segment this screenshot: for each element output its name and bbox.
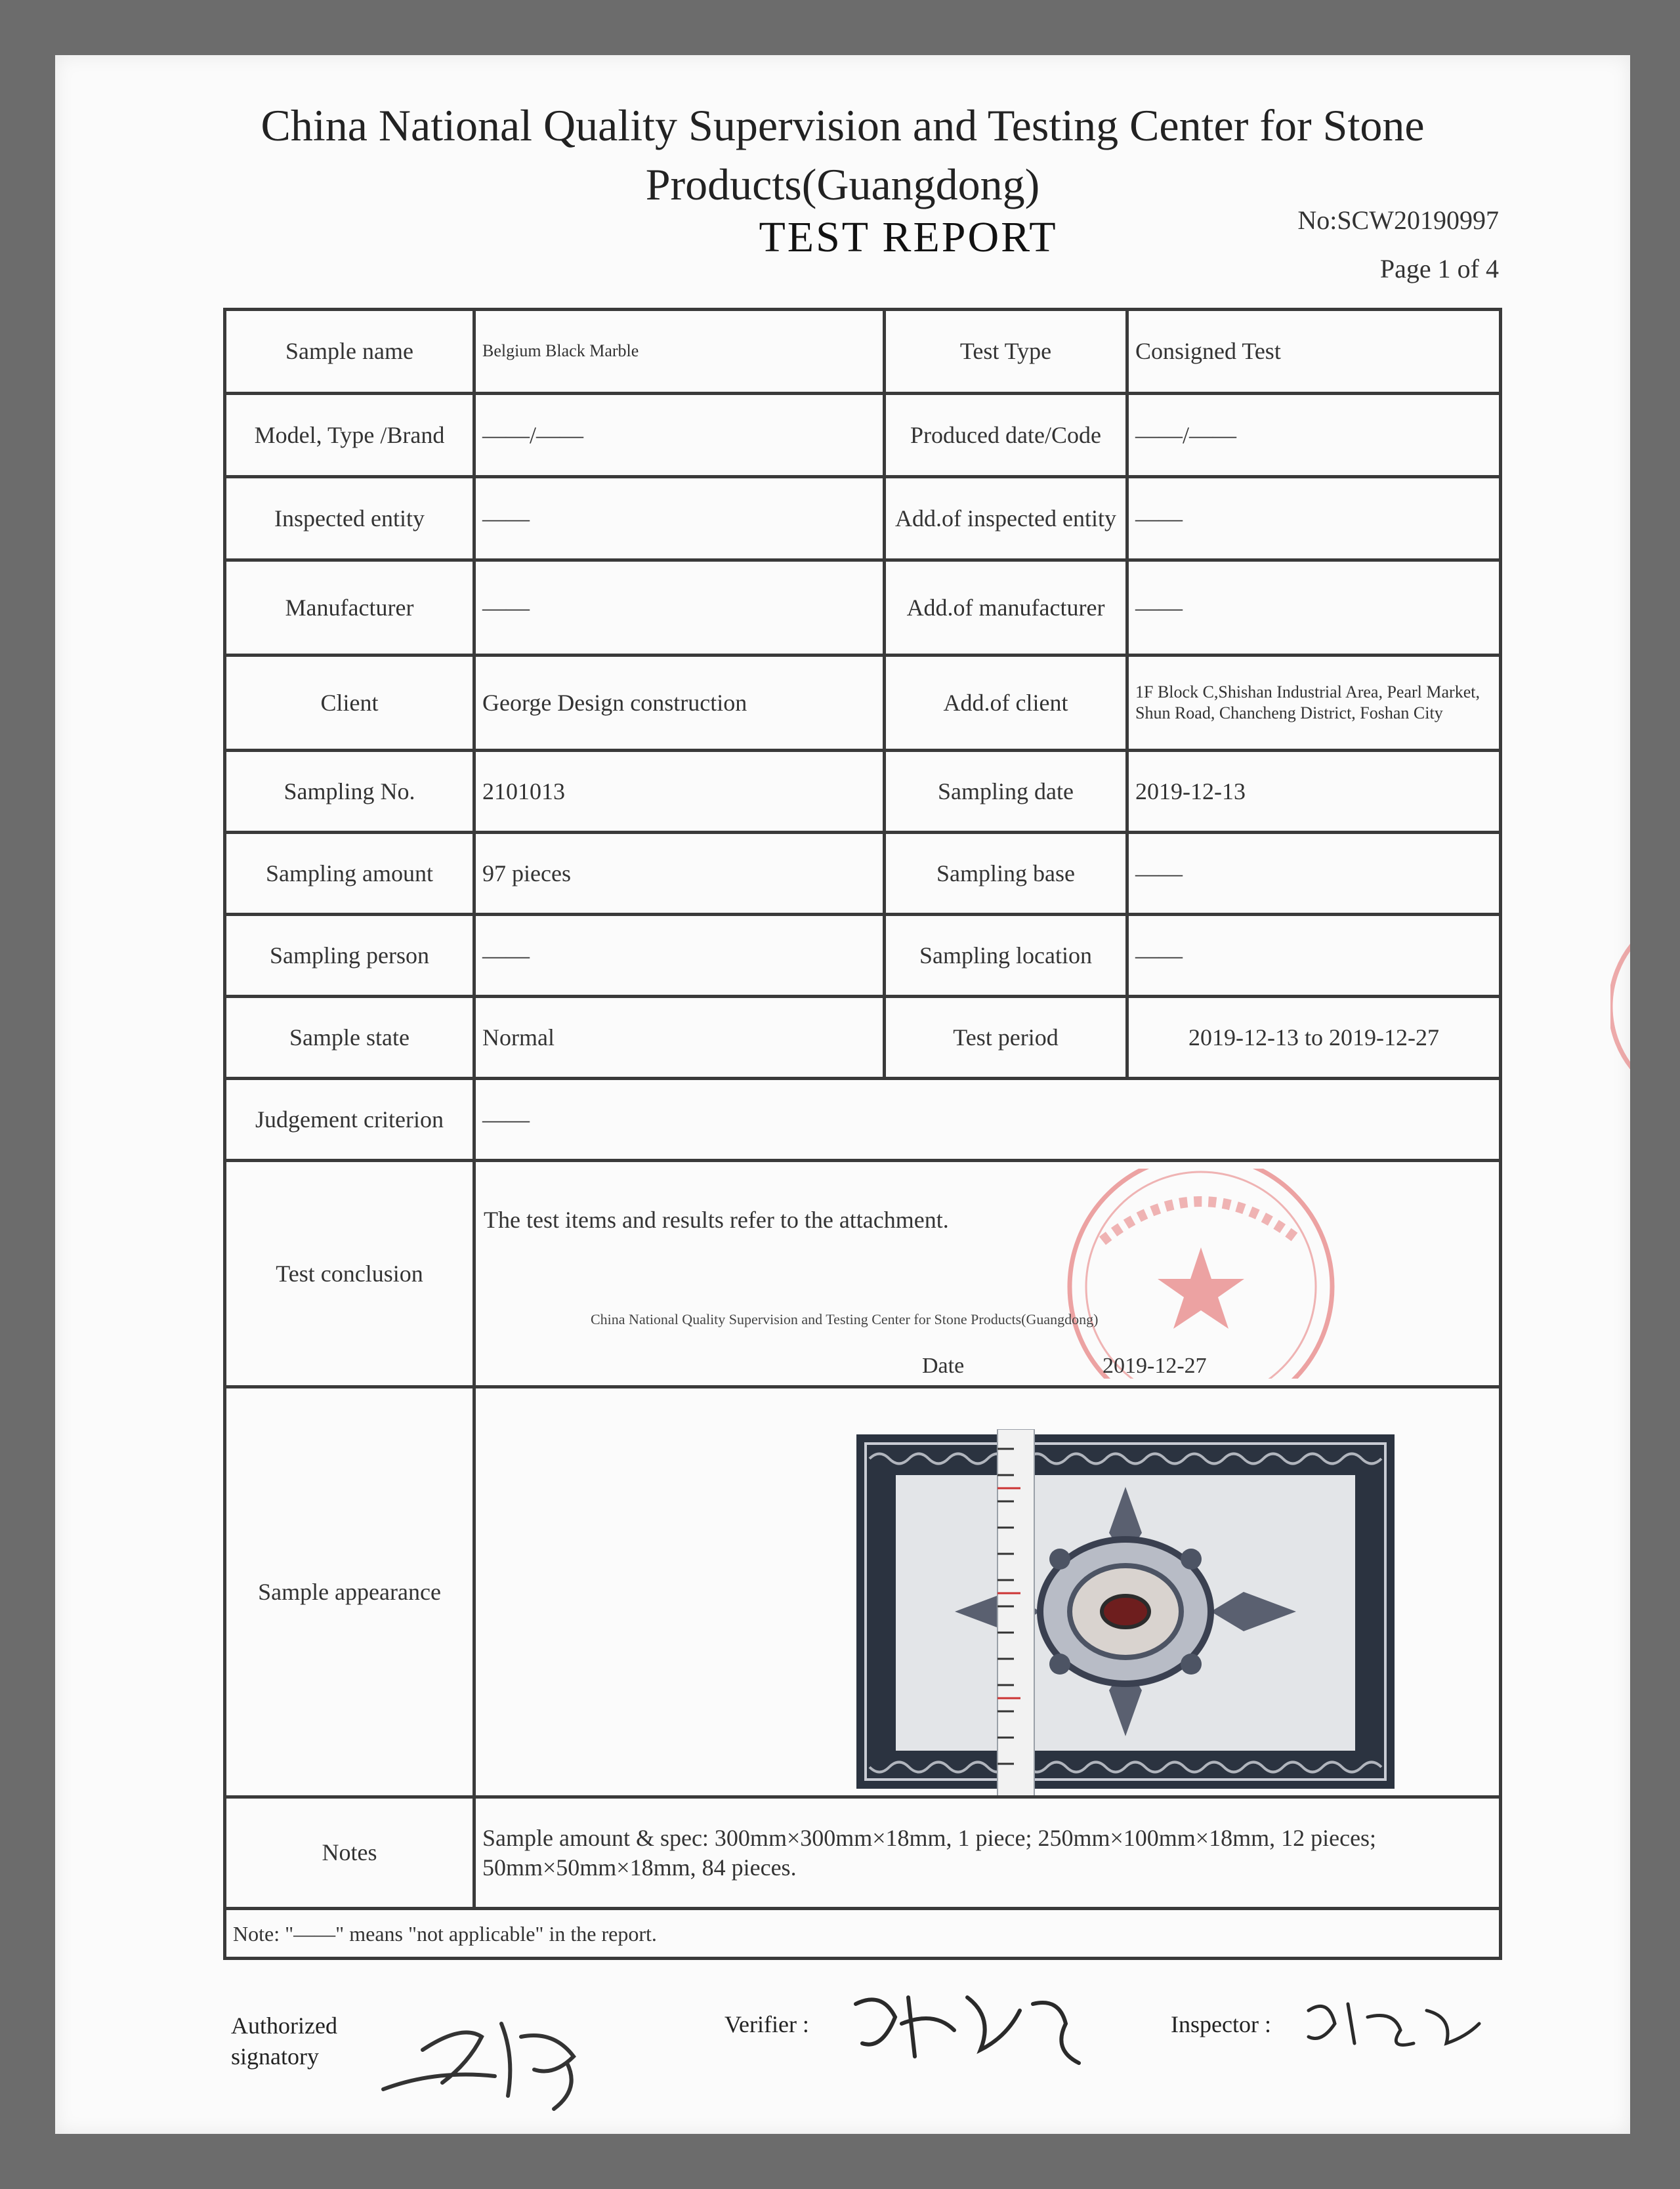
inspected-entity-address-label: Add.of inspected entity (885, 477, 1127, 560)
table-row (225, 833, 1501, 915)
model-type-brand-label: Model, Type /Brand (225, 394, 474, 477)
report-table (223, 308, 1502, 1960)
test-period-value: 2019-12-13 to 2019-12-27 (1127, 997, 1501, 1079)
test-conclusion-cell (474, 1161, 1501, 1387)
produced-date-label: Produced date/Code (885, 394, 1127, 477)
inspector-label: Inspector : (1171, 2011, 1271, 2037)
table-row (225, 560, 1501, 656)
judgement-criterion-value: —— (474, 1079, 1501, 1161)
conclusion-date: 2019-12-27 (1102, 1354, 1207, 1378)
manufacturer-value: —— (474, 560, 885, 656)
sample-state-value: Normal (474, 997, 885, 1079)
conclusion-organization: China National Quality Supervision and Testing Center for Stone Products(Guangdong) (591, 1311, 1099, 1327)
sampling-base-value: —— (1127, 833, 1501, 915)
client-address-label: Add.of client (885, 656, 1127, 751)
sample-name-value: Belgium Black Marble (474, 310, 885, 394)
notes-value: Sample amount & spec: 300mm×300mm×18mm, 1 piece; 250mm×100mm×18mm, 12 pieces; 50mm×50mm×18mm, 84 pieces. (474, 1797, 1501, 1909)
sampling-person-value: —— (474, 915, 885, 997)
sampling-amount-label: Sampling amount (225, 833, 474, 915)
judgement-criterion-label: Judgement criterion (225, 1079, 474, 1161)
table-row (225, 310, 1501, 394)
partial-seal-edge (1610, 895, 1630, 1118)
notes-label: Notes (225, 1797, 474, 1909)
sampling-amount-value: 97 pieces (474, 833, 885, 915)
sampling-base-label: Sampling base (885, 833, 1127, 915)
table-row (225, 477, 1501, 560)
test-report-page (55, 55, 1630, 2134)
footnote: Note: "——" means "not applicable" in the report. (225, 1909, 1501, 1959)
authorized-signature (357, 1997, 633, 2116)
table-row (225, 1161, 1501, 1387)
manufacturer-label: Manufacturer (225, 560, 474, 656)
conclusion-text: The test items and results refer to the attachment. (484, 1207, 949, 1233)
inspected-entity-address-value: —— (1127, 477, 1501, 560)
table-row (225, 1079, 1501, 1161)
table-row (225, 1387, 1501, 1797)
report-header-title: China National Quality Supervision and Testing Center for Stone Products(Guangdong) (261, 100, 1425, 209)
table-row (225, 751, 1501, 833)
client-address-value: 1F Block C,Shishan Industrial Area, Pearl Market, Shun Road, Chancheng District, Foshan City (1127, 656, 1501, 751)
sample-appearance-label: Sample appearance (225, 1387, 474, 1797)
table-row (225, 915, 1501, 997)
official-seal-stamp (1057, 1169, 1345, 1379)
sampling-location-value: —— (1127, 915, 1501, 997)
test-type-label: Test Type (885, 310, 1127, 394)
sampling-person-label: Sampling person (225, 915, 474, 997)
table-row (225, 997, 1501, 1079)
table-row (225, 1909, 1501, 1959)
sampling-location-label: Sampling location (885, 915, 1127, 997)
test-type-value: Consigned Test (1127, 310, 1501, 394)
client-value: George Design construction (474, 656, 885, 751)
table-row (225, 394, 1501, 477)
inspected-entity-value: —— (474, 477, 885, 560)
authorized-signatory-label: Authorized signatory (231, 2012, 337, 2070)
conclusion-date-label: Date (922, 1354, 965, 1378)
model-type-brand-value: ——/—— (474, 394, 885, 477)
table-row (225, 656, 1501, 751)
test-period-label: Test period (885, 997, 1127, 1079)
sampling-date-value: 2019-12-13 (1127, 751, 1501, 833)
sampling-no-value: 2101013 (474, 751, 885, 833)
sample-name-label: Sample name (225, 310, 474, 394)
manufacturer-address-value: —— (1127, 560, 1501, 656)
inspected-entity-label: Inspected entity (225, 477, 474, 560)
table-row (225, 1797, 1501, 1909)
verifier-label: Verifier : (724, 2011, 809, 2037)
inspector-signature (1295, 1991, 1492, 2056)
report-number: No:SCW20190997 (1297, 205, 1499, 235)
sample-state-label: Sample state (225, 997, 474, 1079)
page-indicator: Page 1 of 4 (1379, 254, 1499, 283)
sampling-no-label: Sampling No. (225, 751, 474, 833)
report-title: TEST REPORT (759, 213, 1058, 261)
sample-appearance-cell (474, 1387, 1501, 1797)
test-conclusion-label: Test conclusion (225, 1161, 474, 1387)
client-label: Client (225, 656, 474, 751)
produced-date-value: ——/—— (1127, 394, 1501, 477)
marble-sample-photo (856, 1429, 1395, 1797)
manufacturer-address-label: Add.of manufacturer (885, 560, 1127, 656)
verifier-signature (843, 1978, 1105, 2070)
sampling-date-label: Sampling date (885, 751, 1127, 833)
